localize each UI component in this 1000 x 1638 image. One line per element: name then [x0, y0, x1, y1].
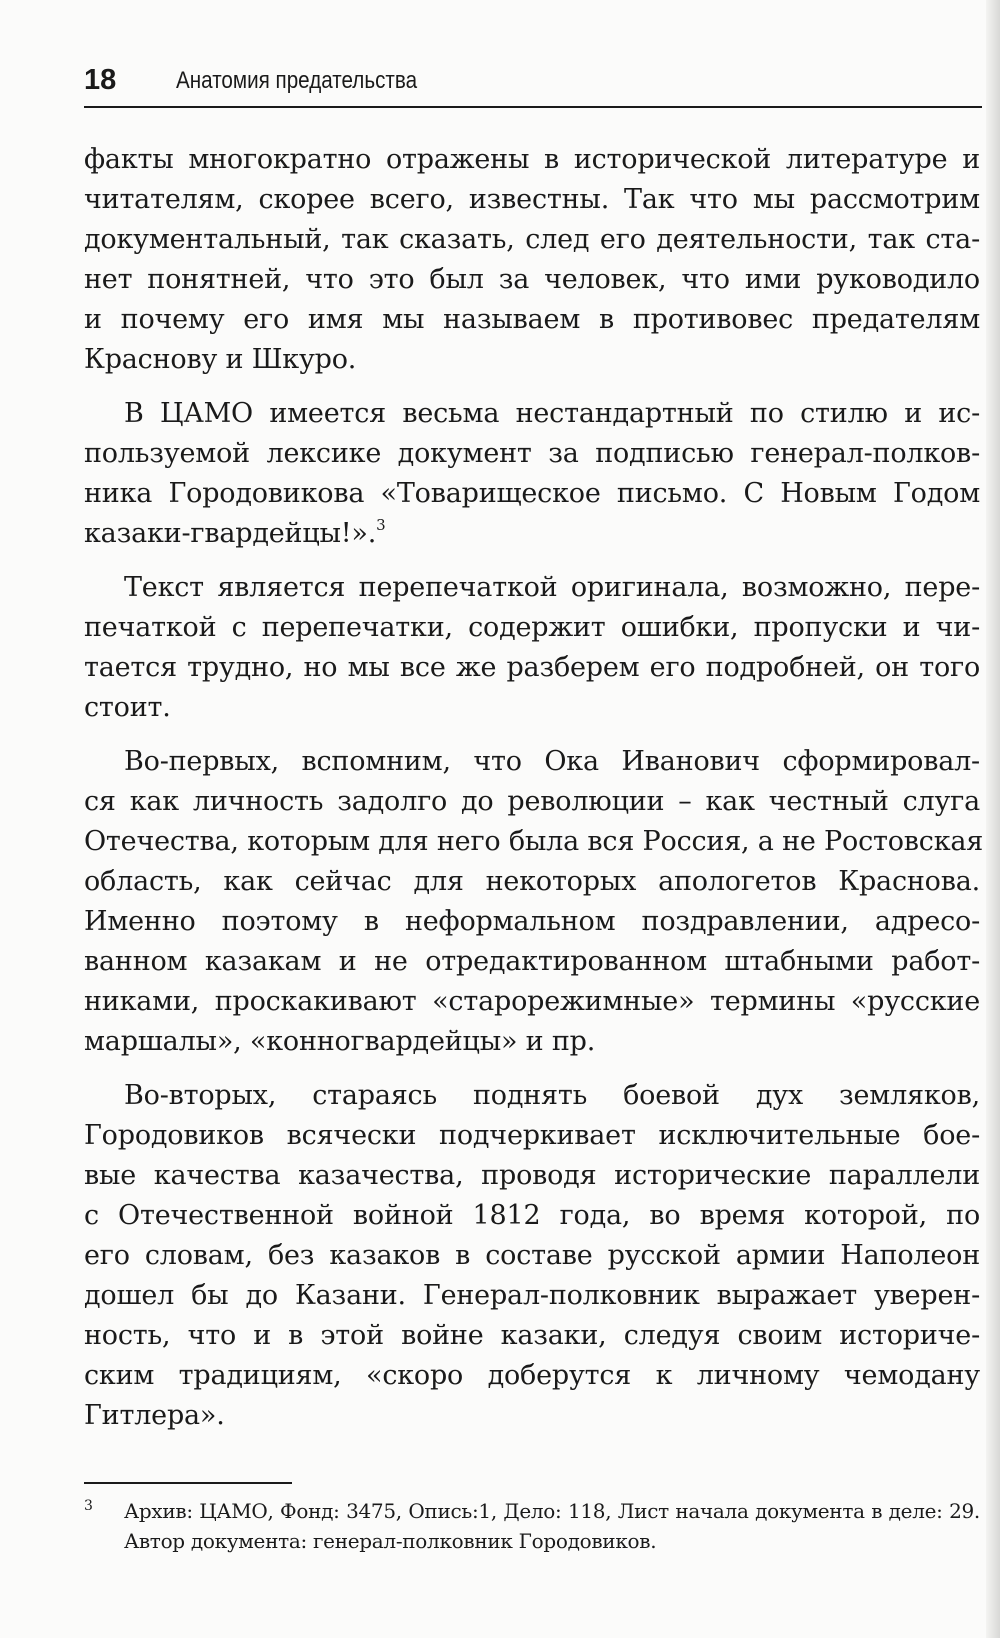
text-fragment: казаки-гвардейцы!».: [84, 518, 377, 549]
paragraph-2: [84, 394, 980, 554]
text-line: ника Городовикова «Товарищеское письмо. С Новым Годом: [84, 478, 980, 509]
text-line: маршалы», «конногвардейцы» и пр.: [84, 1026, 596, 1057]
paragraph-5: [84, 1076, 980, 1436]
paragraph-4: [84, 742, 984, 1062]
text-line: документальный, так сказать, след его деятельности, так ста-: [84, 224, 980, 255]
text-line: с Отечественной войной 1812 года, во время которой, по: [84, 1200, 980, 1231]
text-line: читателям, скорее всего, известны. Так что мы рассмотрим: [84, 184, 980, 215]
text-line: стоит.: [84, 692, 171, 723]
text-line: В ЦАМО имеется весьма нестандартный по стилю и ис-: [124, 398, 980, 429]
footnote-line: Архив: ЦАМО, Фонд: 3475, Опись:1, Дело: 118, Лист начала документа в деле: 29.: [124, 1499, 980, 1523]
text-line: нет понятней, что это был за человек, что ими руководило: [84, 264, 980, 295]
text-line: дошел бы до Казани. Генерал-полковник выражает уверен-: [84, 1280, 980, 1311]
footnote: [84, 1496, 980, 1556]
text-line: факты многократно отражены в исторической литературе и: [84, 144, 980, 175]
footnote-rule: [84, 1482, 292, 1484]
text-line: Городовиков всячески подчеркивает исключительные бое-: [84, 1120, 980, 1151]
page-number: 18: [84, 64, 117, 96]
text-line: ским традициям, «скоро доберутся к личному чемодану: [84, 1360, 980, 1391]
text-line: Краснову и Шкуро.: [84, 344, 357, 375]
text-line: ся как личность задолго до революции – как честный слуга: [84, 786, 980, 817]
text-line: Именно поэтому в неформальном поздравлении, адресо-: [84, 906, 980, 937]
page-edge-shadow: [986, 0, 1000, 1638]
running-header: [84, 62, 982, 106]
body-text: [84, 140, 984, 1436]
text-line: Отечества, которым для него была вся Россия, а не Ростовская: [84, 826, 984, 857]
paragraph-3: [84, 568, 980, 728]
text-line-with-footnote: [84, 514, 980, 554]
text-line: его словам, без казаков в составе русской армии Наполеон: [84, 1240, 980, 1271]
text-line: никами, проскакивают «старорежимные» термины «русские: [84, 986, 980, 1017]
text-line: Текст является перепечаткой оригинала, возможно, пере-: [124, 572, 980, 603]
text-line: вые качества казачества, проводя исторические параллели: [84, 1160, 980, 1191]
paragraph-1: [84, 140, 980, 380]
text-line: печаткой с перепечатки, содержит ошибки, пропуски и чи-: [84, 612, 980, 643]
text-line: Во-первых, вспомним, что Ока Иванович сформировал-: [124, 746, 980, 777]
text-line: Гитлера».: [84, 1400, 225, 1431]
footnote-mark: 3: [84, 1498, 93, 1514]
text-line: и почему его имя мы называем в противовес предателям: [84, 304, 980, 335]
text-line: пользуемой лексике документ за подписью генерал-полков-: [84, 438, 980, 469]
text-line: область, как сейчас для некоторых апологетов Краснова.: [84, 866, 980, 897]
footnote-line: Автор документа: генерал-полковник Городовиков.: [124, 1529, 657, 1553]
running-title: Анатомия предательства: [176, 67, 418, 94]
text-line: тается трудно, но мы все же разберем его подробней, он того: [84, 652, 980, 683]
header-rule: [84, 106, 982, 108]
footnote-reference: 3: [376, 516, 386, 534]
text-line: ванном казакам и не отредактированном штабными работ-: [84, 946, 980, 977]
text-line: ность, что и в этой войне казаки, следуя своим историче-: [84, 1320, 980, 1351]
text-line: Во-вторых, стараясь поднять боевой дух земляков,: [124, 1080, 980, 1111]
